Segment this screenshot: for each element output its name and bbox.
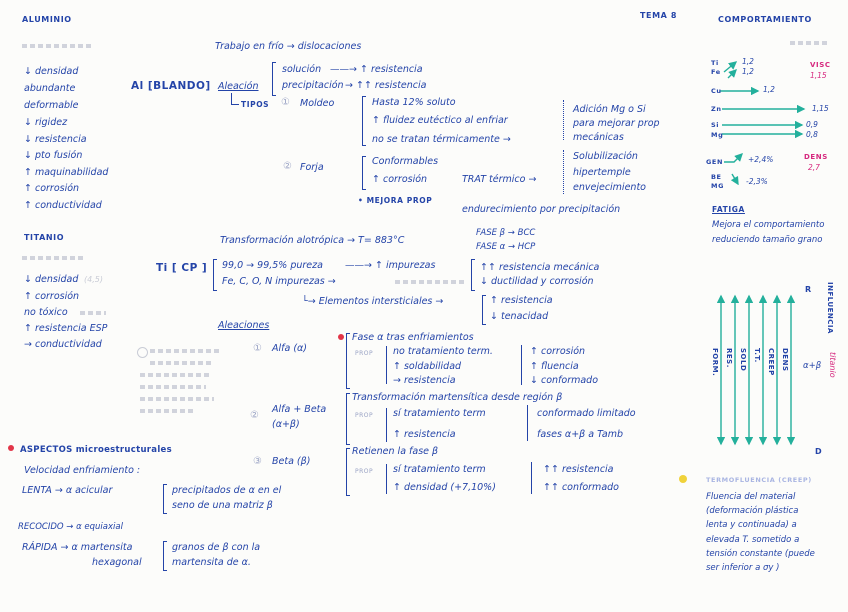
- gen-value: +2,4%: [748, 155, 774, 164]
- precipitacion-label: precipitación: [282, 80, 344, 91]
- fatiga-title: FATIGA: [712, 205, 745, 214]
- lenta-detail: seno de una matriz β: [172, 500, 273, 511]
- elemento-symbol: Ti: [711, 59, 719, 67]
- tratamiento-paso: hipertemple: [573, 167, 631, 178]
- bracket: [346, 393, 350, 445]
- beta-prop: ↑↑ conformado: [543, 482, 619, 493]
- comportamiento-title: COMPORTAMIENTO: [718, 15, 812, 24]
- alfa-prop: ↑ fluencia: [530, 361, 579, 372]
- moldeo-note: para mejorar prop: [573, 118, 660, 129]
- aluminio-prop: ↓ resistencia: [24, 134, 87, 145]
- faint-note: [140, 409, 196, 413]
- velocidad-label: Velocidad enfriamiento :: [24, 465, 141, 476]
- alfa-beta-prop: fases α+β a Tamb: [537, 429, 623, 440]
- aluminio-tag: Al [BLANDO]: [131, 80, 211, 92]
- be-mg-value: -2,3%: [746, 177, 768, 186]
- mg-label: MG: [711, 182, 725, 190]
- influencia-alloy: α+β: [803, 361, 822, 371]
- bracket: [163, 541, 167, 571]
- aluminio-prop: ↑ conductividad: [24, 200, 102, 211]
- faint-note: [140, 397, 214, 401]
- aluminio-prop: deformable: [24, 100, 79, 111]
- intersticiales-effect: ↑ resistencia: [490, 295, 553, 306]
- moldeo-line: ↑ fluidez eutéctico al enfriar: [372, 115, 508, 126]
- elemento-value: 1,2: [742, 57, 754, 66]
- be-label: BE: [711, 173, 722, 181]
- fase-note: FASE α → HCP: [476, 242, 536, 252]
- lenta-note: LENTA → α acicular: [22, 485, 113, 496]
- rapida-detail: martensita de α.: [172, 557, 251, 568]
- transformacion-alotropica: Transformación alotrópica → T= 883°C: [220, 235, 405, 246]
- recocido-note: RECOCIDO → α equiaxial: [18, 522, 123, 532]
- precipitacion-effect: → ↑↑ resistencia: [345, 80, 427, 91]
- bracket: [482, 295, 486, 325]
- topic-number: TEMA 8: [640, 11, 678, 20]
- impurezas-effect: ↓ ductilidad y corrosión: [480, 276, 594, 287]
- influencia-label: FORM.: [711, 348, 719, 377]
- visc-label: VISC: [810, 61, 831, 69]
- moldeo-heading: Moldeo: [300, 98, 335, 109]
- faint-note: [22, 256, 86, 260]
- titanio-prop: no tóxico: [24, 307, 68, 318]
- bracket: [362, 96, 366, 146]
- solucion-effect: ——→ ↑ resistencia: [330, 64, 423, 75]
- lenta-detail: precipitados de α en el: [172, 485, 282, 496]
- alfa-prop: ↑ corrosión: [530, 346, 586, 357]
- micro-title: ASPECTOS microestructurales: [20, 445, 172, 455]
- bracket: [272, 62, 276, 96]
- elemento-symbol: Zn: [711, 105, 722, 113]
- impurezas-note: Fe, C, O, N impurezas →: [222, 276, 336, 287]
- termofluencia-line: ser inferior a σy ): [706, 563, 780, 573]
- circled-number: ③: [253, 456, 262, 467]
- titanio-title: TITANIO: [24, 233, 65, 242]
- elemento-value: 1,15: [812, 104, 829, 113]
- rapida-note: hexagonal: [92, 557, 142, 568]
- termofluencia-line: tensión constante (puede: [706, 549, 815, 559]
- rapida-detail: granos de β con la: [172, 542, 261, 553]
- beta-desc: Retienen la fase β: [352, 446, 439, 457]
- titanio-tag: Ti [ CP ]: [156, 262, 208, 274]
- endurecimiento-note: endurecimiento por precipitación: [462, 204, 621, 215]
- circled-number: ②: [283, 161, 292, 172]
- aluminio-prop: ↓ rigidez: [24, 117, 68, 128]
- rapida-note: RÁPIDA → α martensita: [22, 542, 133, 553]
- aluminio-prop: abundante: [24, 83, 76, 94]
- forja-heading: Forja: [300, 162, 324, 173]
- influencia-bottom: D: [815, 447, 823, 456]
- beta-prop: sí tratamiento term: [393, 464, 486, 475]
- fatiga-line: Mejora el comportamiento: [712, 220, 825, 230]
- bracket: [163, 484, 167, 514]
- connector: [231, 93, 239, 105]
- influencia-label: T.T.: [753, 348, 761, 363]
- elemento-value: 0,8: [806, 130, 818, 139]
- dens-label: DENS: [804, 153, 828, 161]
- bracket: [346, 448, 350, 496]
- aleacion-heading: Aleación: [218, 81, 259, 92]
- influencia-top: R: [805, 285, 812, 294]
- dens-value: 2,7: [808, 163, 820, 172]
- gen-label: GEN: [706, 158, 724, 166]
- moldeo-line: no se tratan térmicamente →: [372, 134, 511, 145]
- aluminio-prop: ↓ pto fusión: [24, 150, 83, 161]
- faint-note: [395, 280, 465, 284]
- aluminio-prop: ↑ maquinabilidad: [24, 167, 109, 178]
- forja-line: Conformables: [372, 156, 439, 167]
- elemento-symbol: Fe: [711, 68, 721, 76]
- tratamiento-paso: Solubilización: [573, 151, 638, 162]
- faint-note: [150, 349, 220, 353]
- titanio-prop: ↓ densidad: [24, 274, 79, 285]
- aluminio-title: ALUMINIO: [22, 15, 72, 24]
- densidad-value: (4,5): [84, 275, 103, 284]
- prop-label: PROP: [355, 350, 374, 357]
- moldeo-note: mecánicas: [573, 132, 624, 143]
- beta-prop: ↑ densidad (+7,10%): [393, 482, 496, 493]
- trabajo-frio-note: Trabajo en frío → dislocaciones: [215, 41, 362, 52]
- alfa-prop: ↓ conformado: [530, 375, 599, 386]
- alfa-prop: no tratamiento term.: [393, 346, 493, 357]
- alfa-prop: → resistencia: [393, 375, 456, 386]
- bracket: [346, 333, 350, 389]
- fase-note: FASE β → BCC: [476, 228, 536, 238]
- tratamiento-paso: envejecimiento: [573, 182, 646, 193]
- elemento-value: 1,2: [763, 85, 775, 94]
- divider: [386, 464, 387, 494]
- alfa-beta-heading: Alfa + Beta: [272, 404, 327, 415]
- pureza-note: 99,0 → 99,5% pureza: [222, 260, 323, 271]
- termofluencia-line: Fluencia del material: [706, 492, 796, 502]
- aluminio-prop: ↓ densidad: [24, 66, 79, 77]
- moldeo-line: Hasta 12% soluto: [372, 97, 456, 108]
- termofluencia-line: elevada T. sometido a: [706, 535, 800, 545]
- highlight-dot: [338, 334, 344, 340]
- elemento-symbol: Cu: [711, 87, 722, 95]
- bracket: [471, 259, 475, 291]
- alfa-beta-desc: Transformación martensítica desde región β: [352, 392, 563, 403]
- faint-note: [140, 373, 212, 377]
- bracket: [362, 156, 366, 190]
- elemento-symbol: Si: [711, 121, 720, 129]
- titanio-prop: ↑ resistencia ESP: [24, 323, 108, 334]
- divider: [521, 345, 522, 385]
- titanio-prop: → conductividad: [24, 339, 102, 350]
- alfa-beta-prop: ↑ resistencia: [393, 429, 456, 440]
- divider: [531, 462, 532, 494]
- influencia-material: titanio: [828, 352, 837, 378]
- alfa-beta-heading: (α+β): [272, 419, 300, 430]
- forja-line: ↑ corrosión: [372, 174, 428, 185]
- highlight-dot: [8, 445, 14, 451]
- termofluencia-line: lenta y continuada) a: [706, 520, 797, 530]
- visc-value: 1,15: [810, 71, 827, 80]
- influencia-label: SOLD: [739, 348, 747, 372]
- faint-note: [140, 385, 206, 389]
- beta-heading: Beta (β): [272, 456, 311, 467]
- circled-number: ②: [250, 410, 259, 421]
- alfa-prop: ↑ soldabilidad: [393, 361, 462, 372]
- fatiga-line: reduciendo tamaño grano: [712, 235, 823, 245]
- alfa-beta-prop: conformado limitado: [537, 408, 636, 419]
- influencia-label: DENS: [781, 348, 789, 372]
- influencia-label: RES.: [725, 348, 733, 368]
- termofluencia-title: TERMOFLUENCIA (CREEP): [706, 476, 812, 484]
- bracket: [563, 150, 567, 194]
- faint-note: [22, 44, 94, 48]
- aleaciones-heading: Aleaciones: [218, 320, 270, 331]
- beta-prop: ↑↑ resistencia: [543, 464, 614, 475]
- pureza-effect: ——→ ↑ impurezas: [345, 260, 436, 271]
- titanio-prop: ↑ corrosión: [24, 291, 80, 302]
- faint-note: [790, 41, 830, 45]
- prop-label: PROP: [355, 412, 374, 419]
- faint-circle: [137, 347, 148, 358]
- circled-number: ①: [281, 97, 290, 108]
- aluminio-prop: ↑ corrosión: [24, 183, 80, 194]
- elemento-value: 0,9: [806, 120, 818, 129]
- termofluencia-line: (deformación plástica: [706, 506, 799, 516]
- marker-dot: [679, 475, 687, 483]
- prop-label: PROP: [355, 468, 374, 475]
- divider: [386, 408, 387, 442]
- influencia-title: INFLUENCIA: [826, 282, 834, 334]
- bracket: [563, 100, 567, 140]
- faint-note: [80, 311, 106, 315]
- elemento-value: 1,2: [742, 67, 754, 76]
- solucion-label: solución: [282, 64, 322, 75]
- circled-number: ①: [253, 343, 262, 354]
- tratamiento-termico: TRAT térmico →: [462, 174, 537, 185]
- moldeo-note: Adición Mg o Si: [573, 104, 646, 115]
- intersticiales-note: └→ Elementos intersticiales →: [302, 296, 444, 307]
- alfa-heading: Alfa (α): [272, 343, 307, 354]
- influencia-label: CREEP: [767, 348, 775, 376]
- bracket: [213, 259, 217, 291]
- tipos-label: TIPOS: [241, 100, 270, 109]
- alfa-beta-prop: sí tratamiento term: [393, 408, 486, 419]
- alfa-desc: Fase α tras enfriamientos: [352, 332, 474, 343]
- elemento-symbol: Mg: [711, 131, 724, 139]
- divider: [527, 405, 528, 441]
- mejora-prop: • MEJORA PROP: [358, 196, 433, 205]
- divider: [386, 346, 387, 384]
- faint-note: [150, 361, 212, 365]
- impurezas-effect: ↑↑ resistencia mecánica: [480, 262, 600, 273]
- intersticiales-effect: ↓ tenacidad: [490, 311, 549, 322]
